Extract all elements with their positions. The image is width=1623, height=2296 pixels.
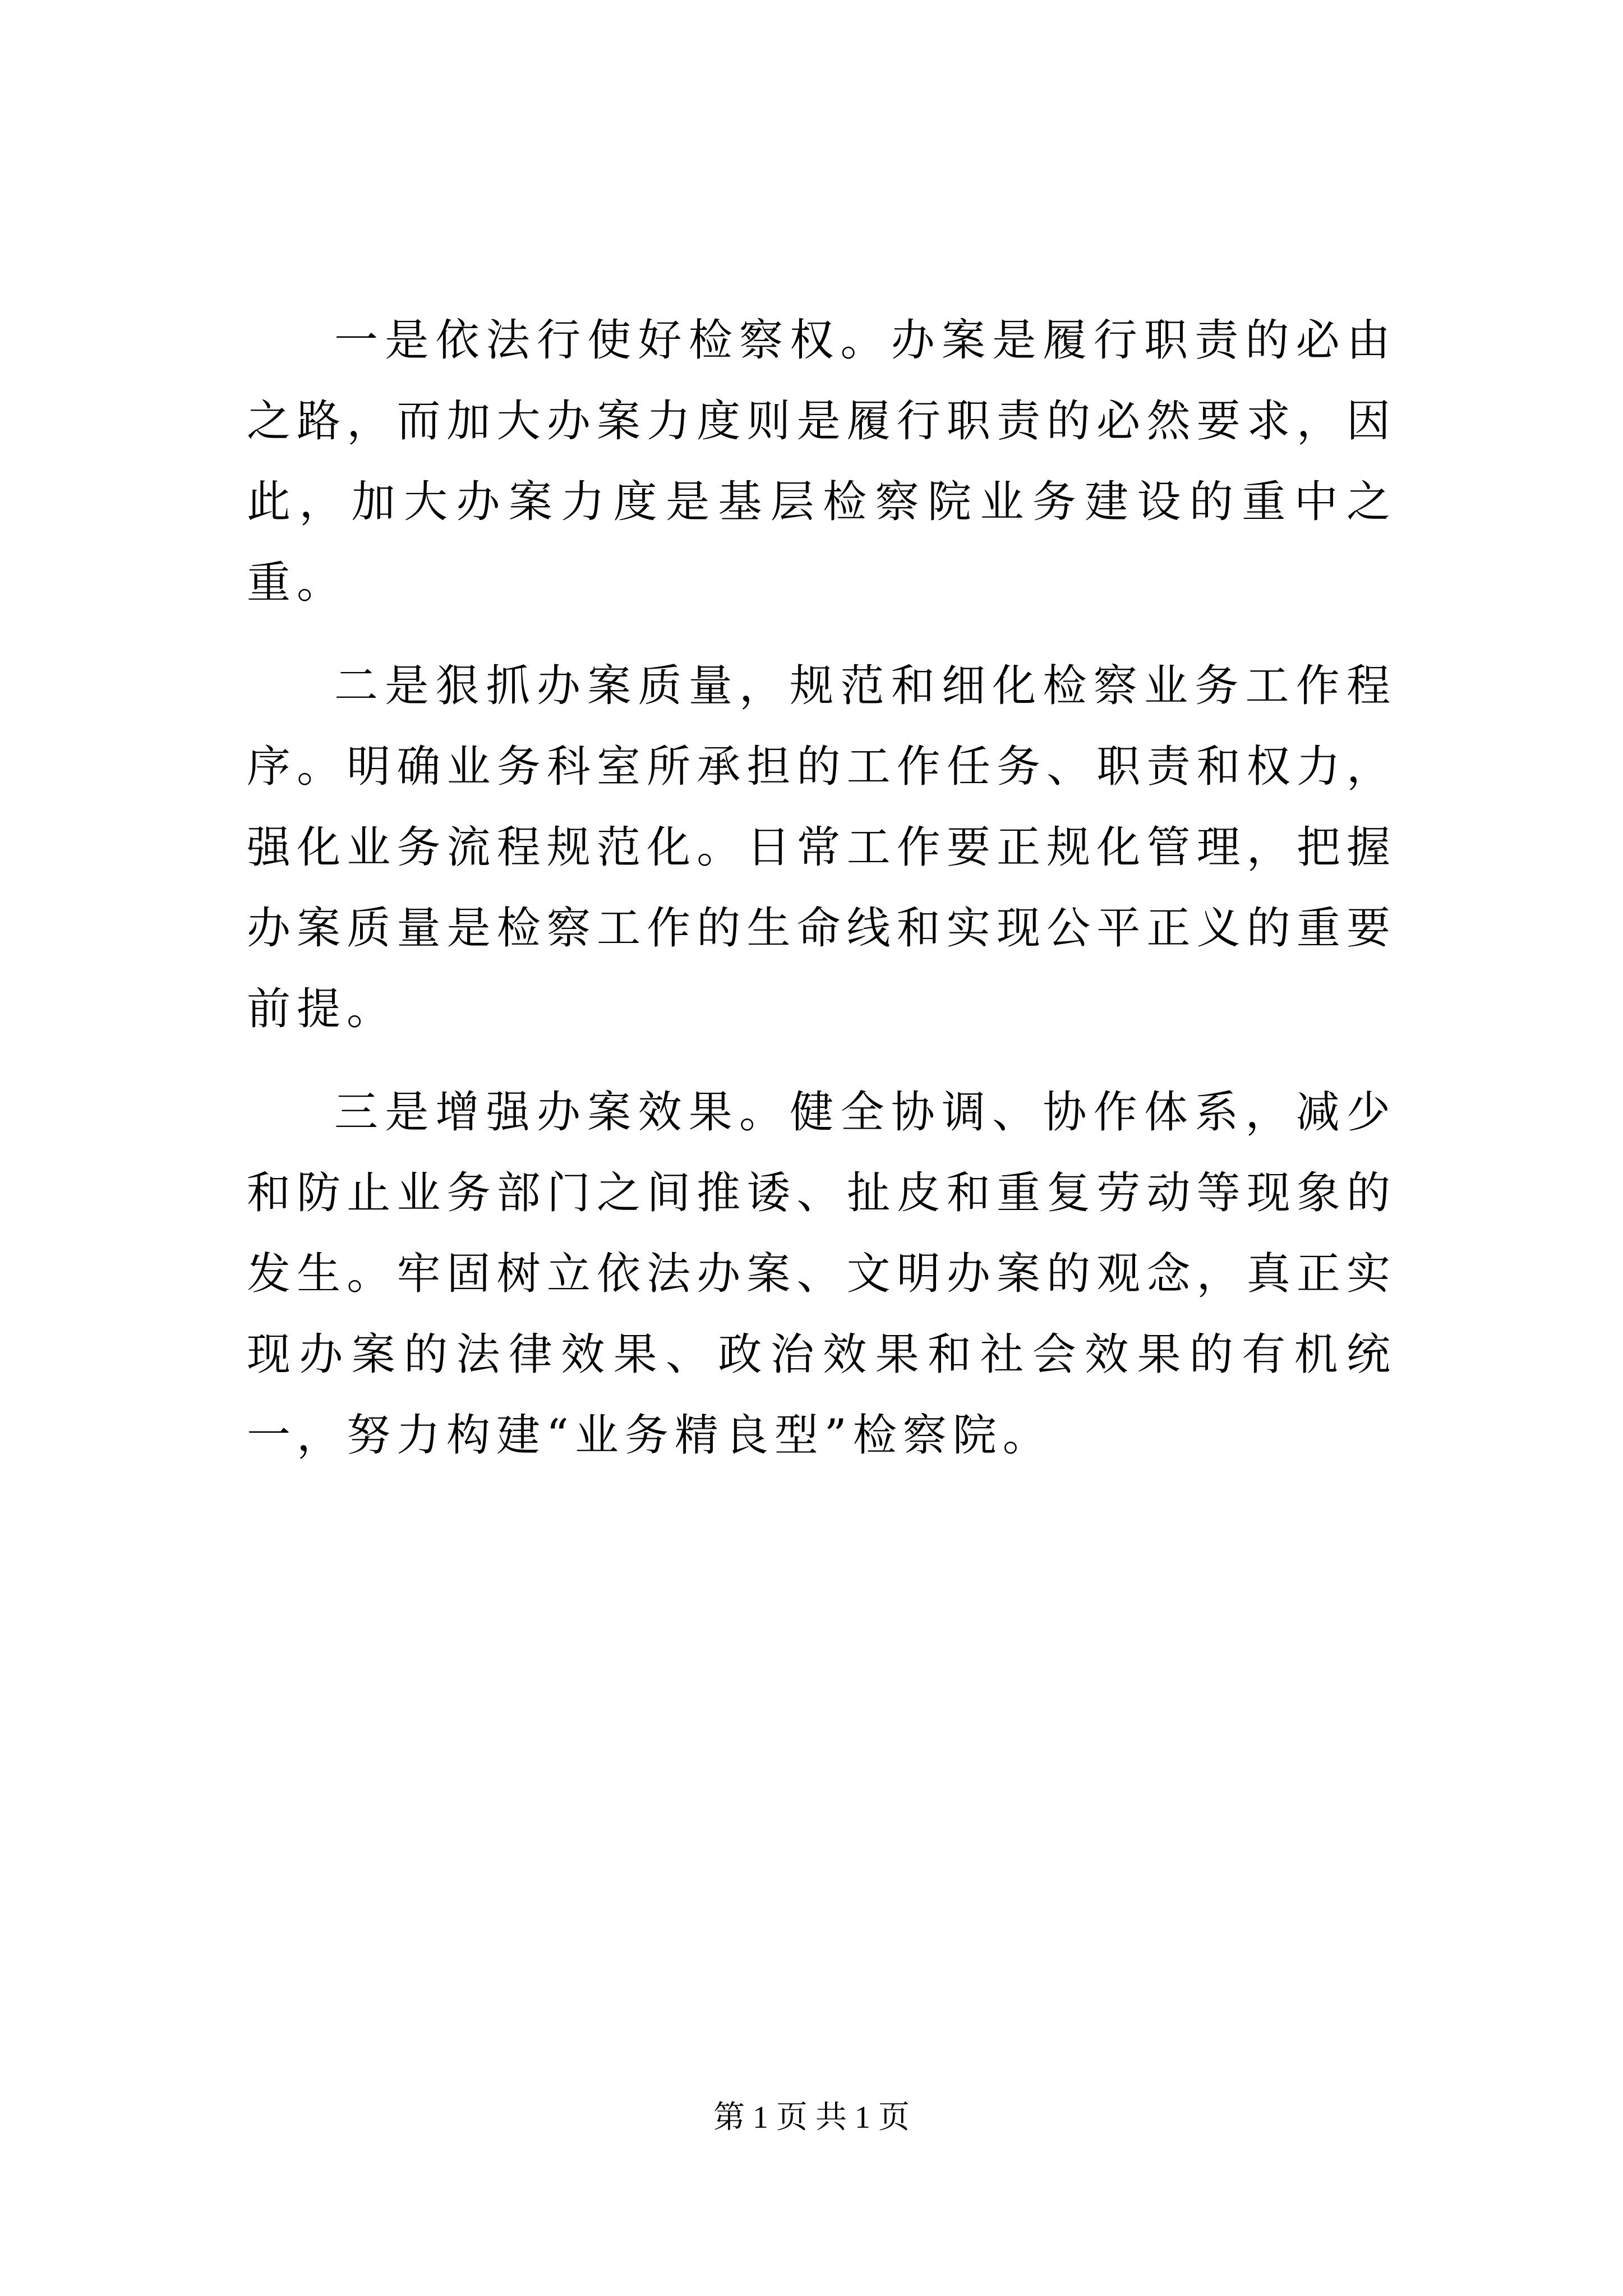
paragraph-3: 三是增强办案效果。健全协调、协作体系，减少和防止业务部门之间推诿、扯皮和重复劳动等现象的发生。牢固树立依法办案、文明办案的观念，真正实现办案的法律效果、政治效果和社会效果的有机统一，努力构建“业务精良型”检察院。 bbox=[247, 1087, 1396, 1461]
document-body bbox=[247, 300, 1396, 1498]
paragraph-2: 二是狠抓办案质量，规范和细化检察业务工作程序。明确业务科室所承担的工作任务、职责和权力，强化业务流程规范化。日常工作要正规化管理，把握办案质量是检察工作的生命线和实现公平正义的重要前提。 bbox=[247, 661, 1396, 1034]
page-footer: 第 1 页 共 1 页 bbox=[713, 2100, 910, 2135]
paragraph-1: 一是依法行使好检察权。办案是履行职责的必由之路，而加大办案力度则是履行职责的必然要求，因此，加大办案力度是基层检察院业务建设的重中之重。 bbox=[247, 315, 1396, 608]
